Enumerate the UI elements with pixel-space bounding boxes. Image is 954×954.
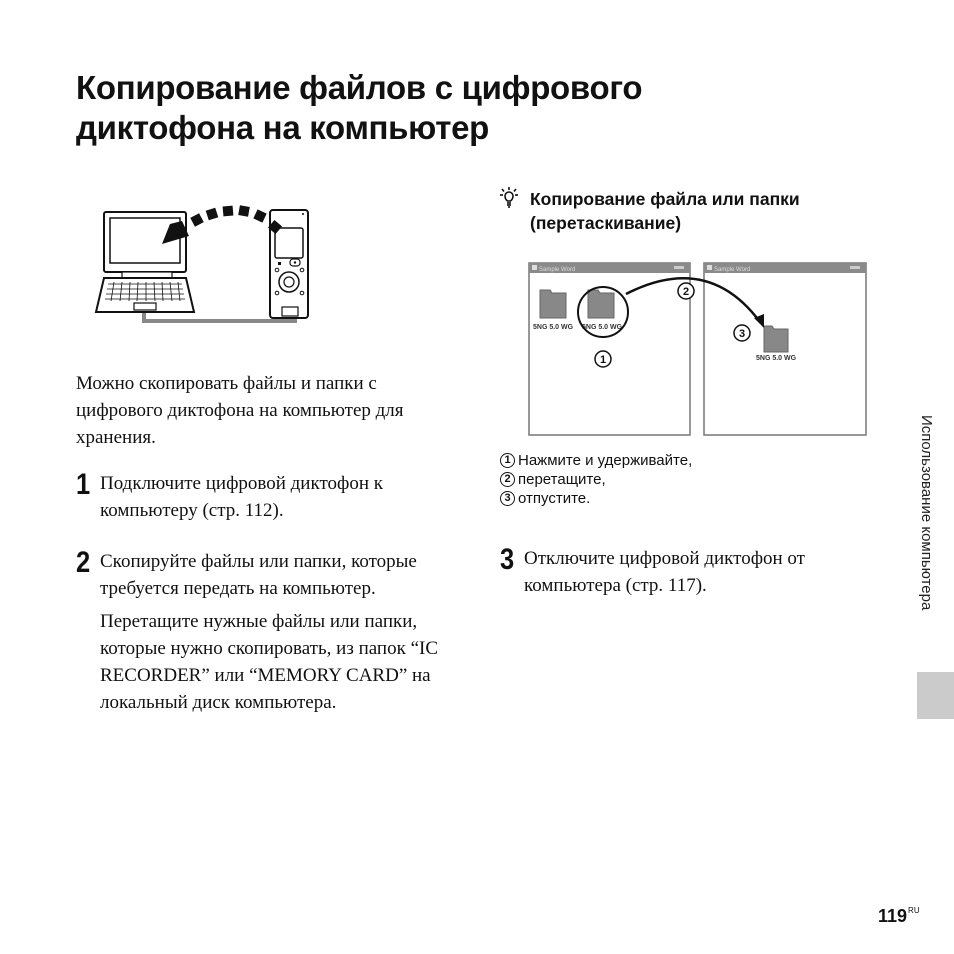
svg-text:5NG 5.0 WG: 5NG 5.0 WG [582,324,623,331]
tip-heading-text: Копирование файла или папки (перетаскивание) [530,189,800,233]
section-tab-marker [917,672,954,719]
marker-3: 3 [500,491,515,506]
svg-text:Sample Word: Sample Word [539,267,576,273]
lightbulb-icon [500,187,530,235]
legend-item [500,451,800,470]
section-side-label: Использование компьютера [918,415,935,611]
legend-text: отпустите. [518,490,591,507]
svg-text:3: 3 [738,328,746,340]
marker-2: 2 [500,472,515,487]
step-number: 3 [500,543,515,576]
step-text: Отключите цифровой диктофон от компьютера (стр. 117). [524,548,805,596]
page-title: Копирование файлов с цифрового диктофона на компьютер [76,69,643,146]
step-number: 1 [76,468,91,501]
marker-1: 1 [500,453,515,468]
drag-drop-legend [500,451,800,508]
svg-text:5NG 5.0 WG: 5NG 5.0 WG [533,324,574,331]
intro-paragraph: Можно скопировать файлы и папки с цифрового диктофона на компьютер для хранения. [76,373,404,448]
legend-item [500,489,800,508]
step-3 [500,545,890,605]
legend-text: Нажмите и удерживайте, [518,452,693,469]
svg-text:5NG 5.0 WG: 5NG 5.0 WG [756,355,797,362]
legend-item [500,470,800,489]
tip-heading [500,187,880,235]
connection-illustration [92,200,317,330]
step-number: 2 [76,546,91,579]
drag-drop-illustration [528,262,868,437]
step-1 [76,470,456,530]
page-locale: RU [908,906,920,915]
svg-text:1: 1 [599,354,607,366]
step-2 [76,548,456,722]
page-number-value: 119 [878,906,908,926]
legend-text: перетащите, [518,471,606,488]
page-number [878,906,920,927]
svg-text:Sample Word: Sample Word [714,267,751,273]
step-text: Подключите цифровой диктофон к компьютеру (стр. 112). [100,473,383,521]
svg-text:2: 2 [682,286,690,298]
step-text: Скопируйте файлы или папки, которые требуется передать на компьютер. [100,551,417,599]
step-detail-text: Перетащите нужные файлы или папки, которые нужно скопировать, из папок “IC RECORDER” или “MEMORY CARD” на локальный диск компьютера. [100,611,439,713]
